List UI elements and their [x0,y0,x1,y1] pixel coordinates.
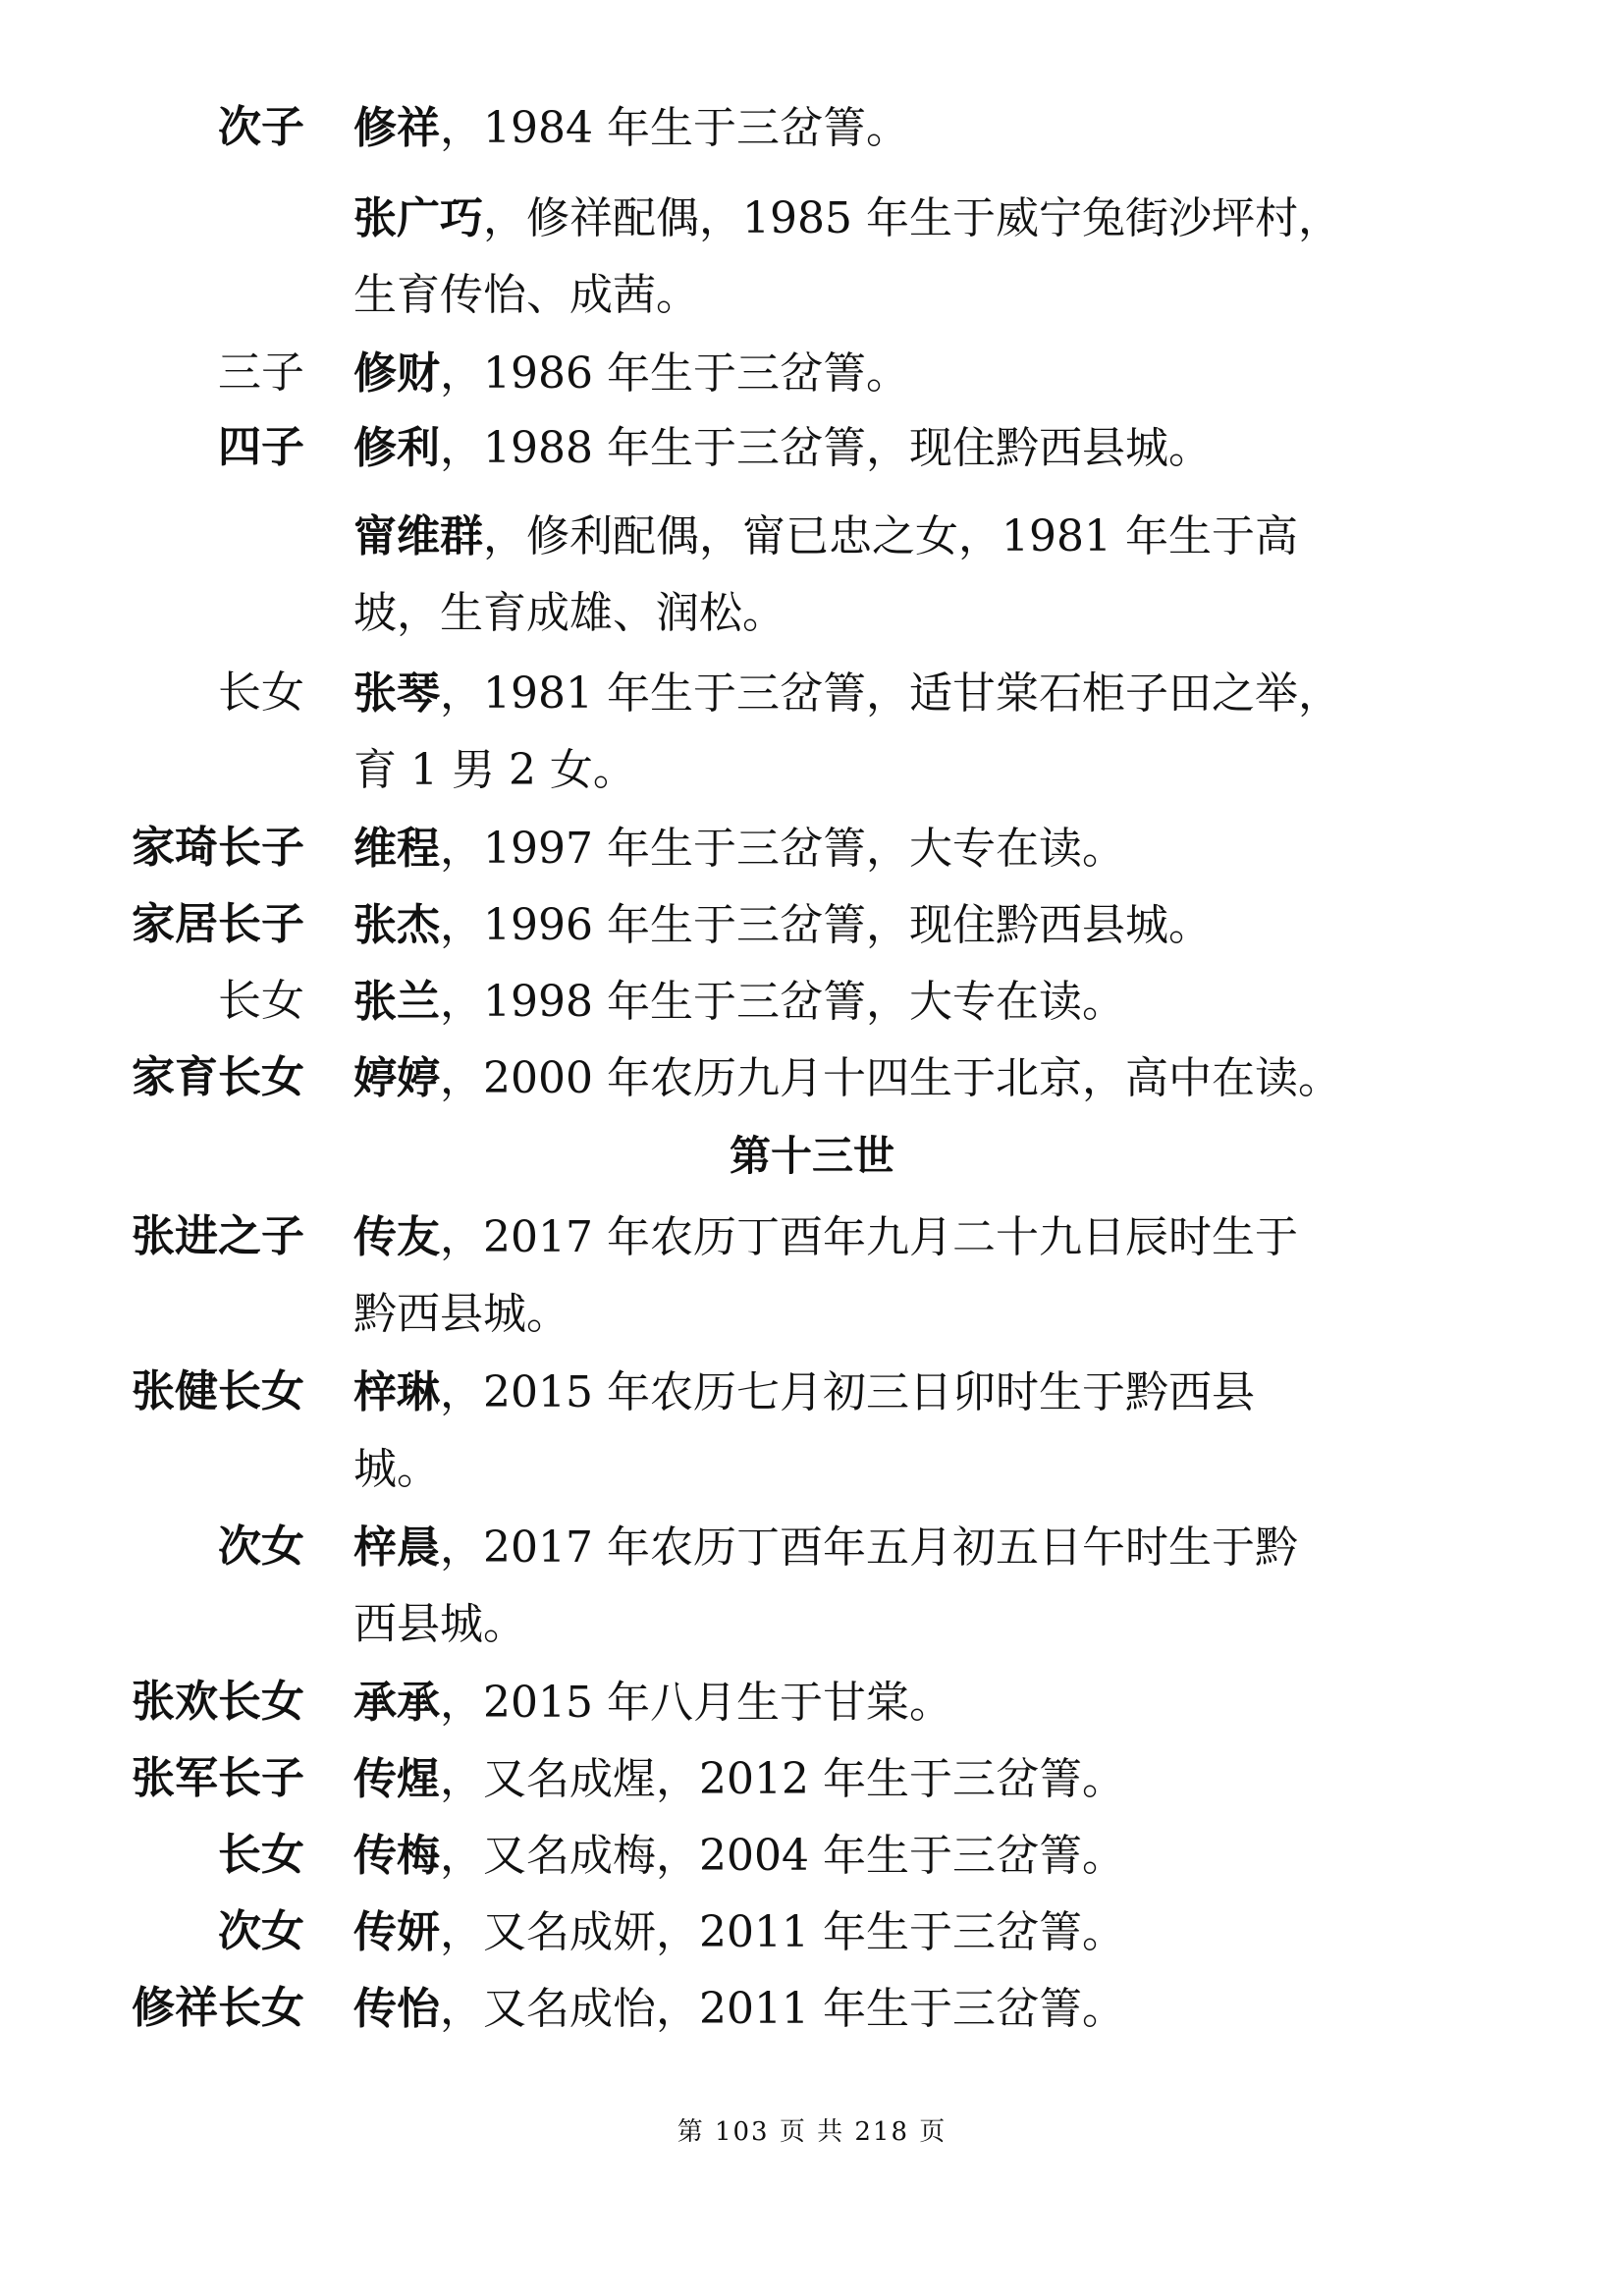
entry-text: ，又名成怡，2011 年生于三岔箐。 [440,1984,1125,2034]
entry-body [353,1818,1326,1895]
entry-name: 婷婷 [353,1053,440,1103]
entry-relation: 长女 [218,667,304,718]
entry-text-continued: 生育传怡、成茜。 [353,270,699,320]
entry-relation: 三子 [218,347,304,398]
entry-name: 张琴 [353,668,440,719]
entry-body [353,964,1326,1041]
entry-text-continued: 黔西县城。 [353,1289,569,1339]
entry-text-continued: 城。 [353,1444,440,1494]
entry-text: ，1988 年生于三岔箐，现住黔西县城。 [440,423,1212,473]
entry-name: 张兰 [353,977,440,1027]
entry-relation: 次子 [218,102,304,152]
entry-text: ，2015 年八月生于甘棠。 [440,1678,952,1728]
entry-text: ，又名成梅，2004 年生于三岔箐。 [440,1831,1125,1881]
entry-text-continued: 育 1 男 2 女。 [353,745,636,795]
entry-text: ，1998 年生于三岔箐，大专在读。 [440,977,1125,1027]
entry-text-continued: 坡，生育成雄、润松。 [353,588,785,638]
entry-name: 维程 [353,824,440,874]
entry-name: 梓琳 [353,1367,440,1417]
entry-text: ，1981 年生于三岔箐，适甘棠石柜子田之举， [440,668,1341,719]
entry-name: 修祥 [353,103,440,153]
entry-relation: 家居长子 [132,899,304,949]
entry-text: ，又名成煋，2012 年生于三岔箐。 [440,1754,1125,1804]
entry-body [353,499,1326,652]
entry-relation: 次女 [218,1906,304,1956]
entry-text: ，1997 年生于三岔箐，大专在读。 [440,824,1125,874]
entry-relation: 家琦长子 [132,823,304,873]
entry-body [353,90,1326,167]
entry-name: 张杰 [353,900,440,950]
entry-name: 承承 [353,1678,440,1728]
entry-name: 传怡 [353,1984,440,2034]
entry-relation: 长女 [218,976,304,1026]
page-number-footer: 第 103 页 共 218 页 [677,2117,947,2147]
entry-body [353,887,1326,964]
entry-relation: 四子 [218,422,304,472]
entry-body [353,181,1341,334]
entry-name: 传梅 [353,1831,440,1881]
entry-body [353,1200,1326,1353]
entry-body [353,1041,1341,1117]
entry-body [353,1971,1326,2048]
entry-body [353,1510,1326,1663]
entry-body [353,1895,1326,1971]
entry-text: ，2015 年农历七月初三日卯时生于黔西县 [440,1367,1255,1417]
entry-body [353,336,1326,412]
entry-relation: 长女 [218,1830,304,1880]
entry-text: ，修祥配偶，1985 年生于威宁兔街沙坪村， [483,193,1341,243]
entry-text: ，2017 年农历丁酉年五月初五日午时生于黔 [440,1522,1298,1573]
entry-body [353,410,1326,487]
entry-name: 传煋 [353,1754,440,1804]
entry-name: 梓晨 [353,1522,440,1573]
entry-body [353,811,1326,887]
section-heading: 第十三世 [729,1132,894,1180]
entry-relation: 张健长女 [132,1366,304,1416]
entry-relation: 张欢长女 [132,1677,304,1727]
entry-relation: 次女 [218,1522,304,1572]
entry-name: 修财 [353,348,440,399]
entry-text-continued: 西县城。 [353,1599,526,1649]
entry-text: ，2000 年农历九月十四生于北京，高中在读。 [440,1053,1341,1103]
entry-text: ，又名成妍，2011 年生于三岔箐。 [440,1907,1125,1957]
entry-text: ，2017 年农历丁酉年九月二十九日辰时生于 [440,1212,1298,1262]
entry-name: 传妍 [353,1907,440,1957]
entry-body [353,1665,1326,1741]
entry-name: 张广巧 [353,193,483,243]
entry-body [353,656,1341,809]
entry-name: 甯维群 [353,511,483,561]
entry-text: ，1986 年生于三岔箐。 [440,348,909,399]
entry-name: 修利 [353,423,440,473]
entry-name: 传友 [353,1212,440,1262]
entry-relation: 张军长子 [132,1753,304,1803]
entry-relation: 家育长女 [132,1052,304,1102]
entry-body [353,1355,1326,1508]
entry-relation: 修祥长女 [132,1983,304,2033]
entry-text: ，1984 年生于三岔箐。 [440,103,909,153]
entry-relation: 张进之子 [132,1211,304,1261]
entry-body [353,1741,1326,1818]
entry-text: ，修利配偶，甯已忠之女，1981 年生于高 [483,511,1298,561]
entry-text: ，1996 年生于三岔箐，现住黔西县城。 [440,900,1212,950]
